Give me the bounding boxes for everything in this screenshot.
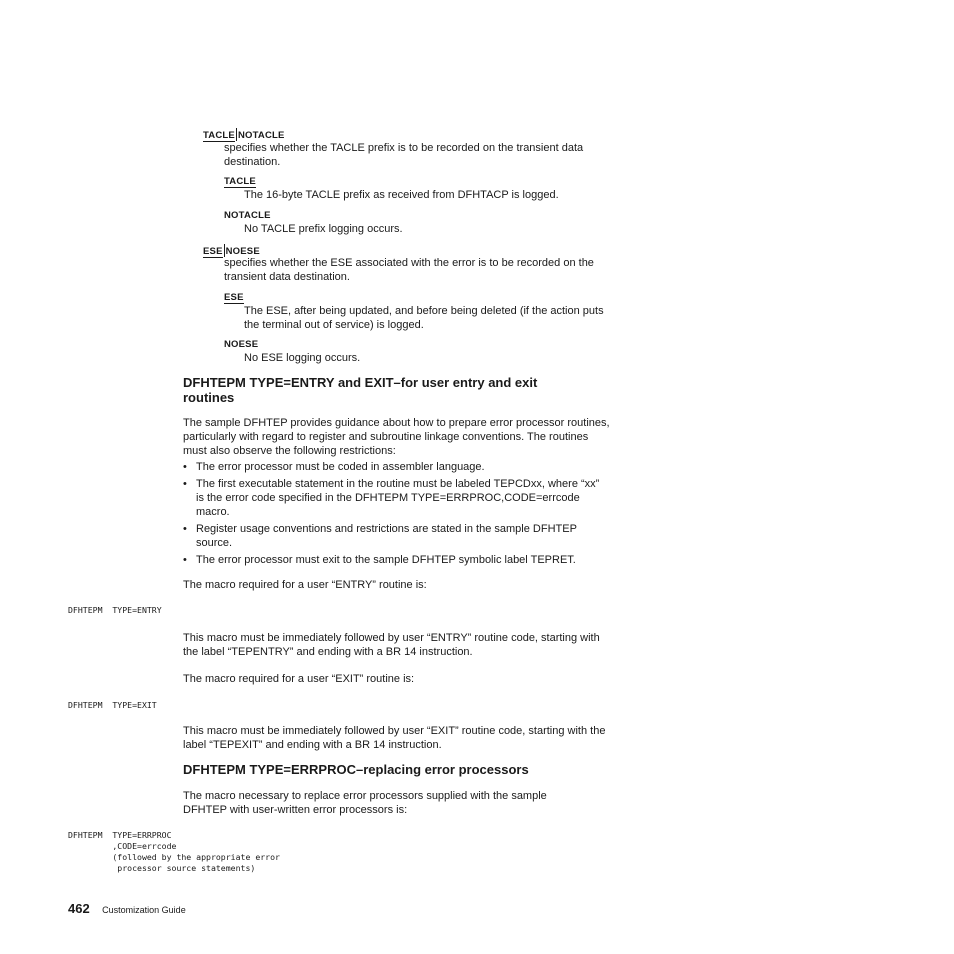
list-item: • The error processor must exit to the sample DFHTEP symbolic label TEPRET. bbox=[183, 553, 603, 567]
restrictions-list bbox=[183, 460, 603, 570]
notacle-keyword: NOTACLE bbox=[237, 130, 285, 141]
section1-intro: The sample DFHTEP provides guidance about how to prepare error processor routines, particularly with regard to register and subroutine linkage conventions. The routines must also observe the following restrictions: bbox=[183, 417, 610, 457]
book-title: Customization Guide bbox=[102, 905, 186, 915]
list-item: • The error processor must be coded in assembler language. bbox=[183, 460, 603, 474]
entry-macro-description: This macro must be immediately followed by user “ENTRY” routine code, starting with the label “TEPENTRY” and ending with a BR 14 instruction. bbox=[183, 632, 600, 658]
tacle-option-description: The 16-byte TACLE prefix as received from DFHTACP is logged. bbox=[244, 189, 559, 201]
keyword-separator bbox=[236, 128, 237, 141]
page-footer bbox=[68, 900, 186, 918]
exit-macro-code: DFHTEPM TYPE=EXIT bbox=[68, 700, 157, 710]
tacle-option-keyword bbox=[224, 176, 256, 188]
tacle-keyword: TACLE bbox=[203, 130, 235, 141]
entry-macro-code: DFHTEPM TYPE=ENTRY bbox=[68, 605, 162, 615]
noese-option-description: No ESE logging occurs. bbox=[244, 352, 361, 364]
tacle-description: specifies whether the TACLE prefix is to be recorded on the transient data destination. bbox=[224, 142, 584, 168]
list-item: • The first executable statement in the routine must be labeled TEPCDxx, where “xx” is the error code specified in the DFHTEPM TYPE=ERRPROC,CODE=errcode macro. bbox=[183, 477, 603, 519]
ese-keyword: ESE bbox=[203, 246, 223, 257]
noese-option-keyword: NOESE bbox=[224, 339, 259, 350]
ese-description: specifies whether the ESE associated with the error is to be recorded on the transient data destination. bbox=[224, 257, 594, 283]
exit-macro-intro: The macro required for a user “EXIT” routine is: bbox=[183, 673, 415, 685]
tacle-option-label: TACLE bbox=[224, 176, 256, 187]
errproc-intro: The macro necessary to replace error processors supplied with the sample DFHTEP with user-written error processors is: bbox=[183, 790, 547, 816]
ese-option-keyword bbox=[224, 292, 244, 304]
page-number: 462 bbox=[68, 901, 90, 916]
entry-macro-intro: The macro required for a user “ENTRY” routine is: bbox=[183, 579, 427, 591]
ese-option-label: ESE bbox=[224, 292, 244, 303]
tacle-notacle-keyword bbox=[203, 128, 285, 142]
noese-keyword: NOESE bbox=[225, 246, 260, 257]
errproc-macro-code: DFHTEPM TYPE=ERRPROC ,CODE=errcode (followed by the appropriate error processor source statements) bbox=[68, 830, 280, 873]
section-heading-entry-exit: DFHTEPM TYPE=ENTRY and EXIT–for user entry and exit routines bbox=[183, 375, 538, 405]
exit-macro-description: This macro must be immediately followed by user “EXIT” routine code, starting with the label “TEPEXIT” and ending with a BR 14 instruction. bbox=[183, 725, 606, 751]
notacle-option-keyword: NOTACLE bbox=[224, 210, 271, 221]
section-heading-errproc: DFHTEPM TYPE=ERRPROC–replacing error processors bbox=[183, 762, 529, 777]
notacle-option-description: No TACLE prefix logging occurs. bbox=[244, 223, 403, 235]
list-item: • Register usage conventions and restrictions are stated in the sample DFHTEP source. bbox=[183, 522, 603, 550]
ese-option-description: The ESE, after being updated, and before being deleted (if the action puts the terminal out of service) is logged. bbox=[244, 305, 604, 331]
